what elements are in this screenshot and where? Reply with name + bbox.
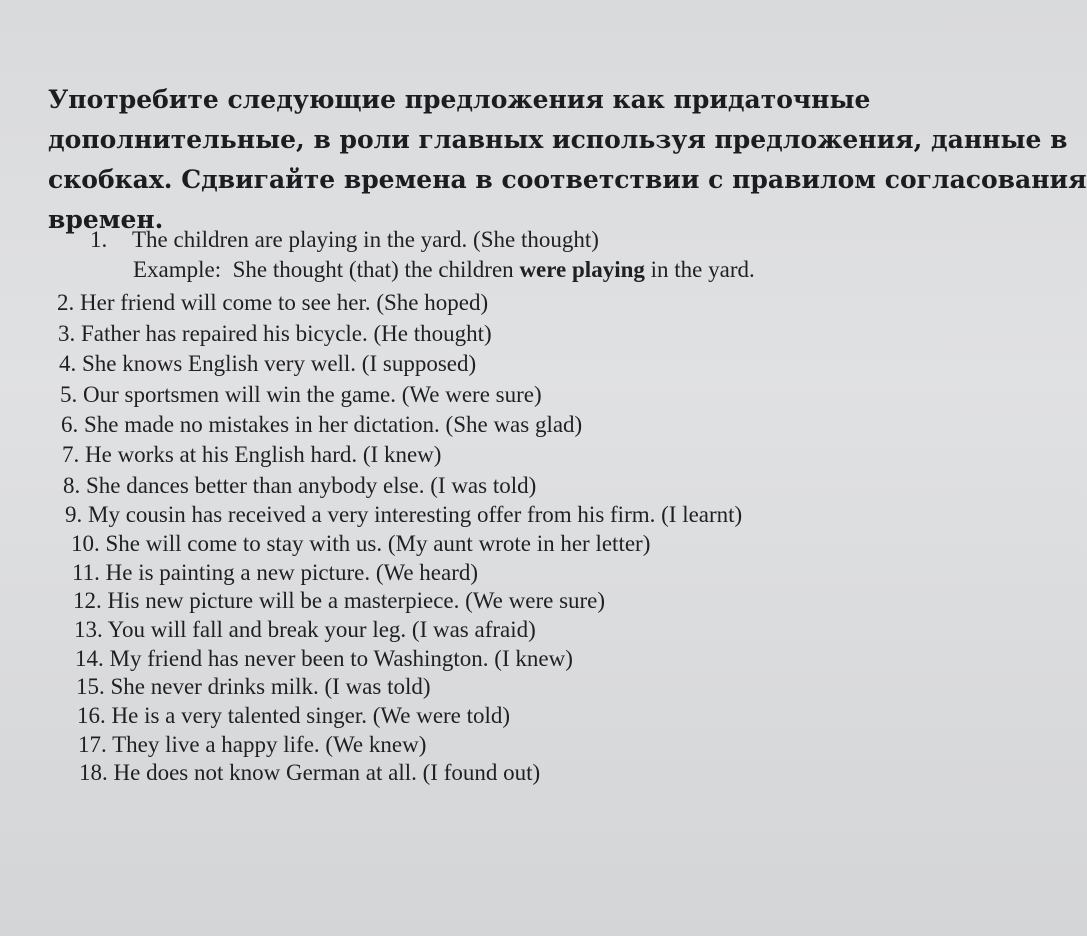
exercise-item: 11. He is painting a new picture. (We heard): [72, 560, 479, 585]
exercise-instruction: [48, 80, 1087, 240]
exercise-item: 4. She knows English very well. (I supposed): [59, 351, 477, 376]
exercise-item: 12. His new picture will be a masterpiece. (We were sure): [73, 588, 606, 613]
exercise-item: 7. He works at his English hard. (I knew): [62, 442, 442, 467]
example-suffix: in the yard.: [644, 257, 755, 282]
exercise-item-1: [90, 227, 599, 253]
exercise-item: 13. You will fall and break your leg. (I was afraid): [74, 617, 536, 642]
exercise-item: 2. Her friend will come to see her. (She hoped): [57, 290, 489, 315]
example-highlight: were playing: [519, 257, 645, 282]
instruction-line-3: скобках. Сдвигайте времена в соответствии с правилом согласования: [48, 165, 1087, 194]
item-text: The children are playing in the yard. (She thought): [132, 227, 599, 252]
example-sentence: [133, 257, 755, 283]
exercise-item: 17. They live a happy life. (We knew): [78, 732, 427, 757]
exercise-item: 15. She never drinks milk. (I was told): [76, 674, 431, 699]
exercise-item: 5. Our sportsmen will win the game. (We were sure): [60, 382, 542, 407]
exercise-item: 10. She will come to stay with us. (My aunt wrote in her letter): [71, 531, 651, 556]
instruction-line-4: времен.: [48, 205, 164, 234]
exercise-item: 18. He does not know German at all. (I found out): [79, 760, 541, 785]
exercise-item: 6. She made no mistakes in her dictation. (She was glad): [61, 412, 583, 437]
instruction-line-1: Употребите следующие предложения как придаточные: [48, 85, 871, 114]
exercise-item: 3. Father has repaired his bicycle. (He thought): [58, 321, 492, 346]
example-prefix: Example: She thought (that) the children: [133, 257, 520, 282]
exercise-item: 16. He is a very talented singer. (We were told): [77, 703, 511, 728]
exercise-item: 9. My cousin has received a very interesting offer from his firm. (I learnt): [65, 502, 743, 527]
instruction-line-2: дополнительные, в роли главных используя предложения, данные в: [48, 125, 1068, 154]
exercise-item: 14. My friend has never been to Washington. (I knew): [75, 646, 573, 671]
exercise-item: 8. She dances better than anybody else. (I was told): [63, 473, 537, 498]
item-number: 1.: [90, 227, 108, 252]
